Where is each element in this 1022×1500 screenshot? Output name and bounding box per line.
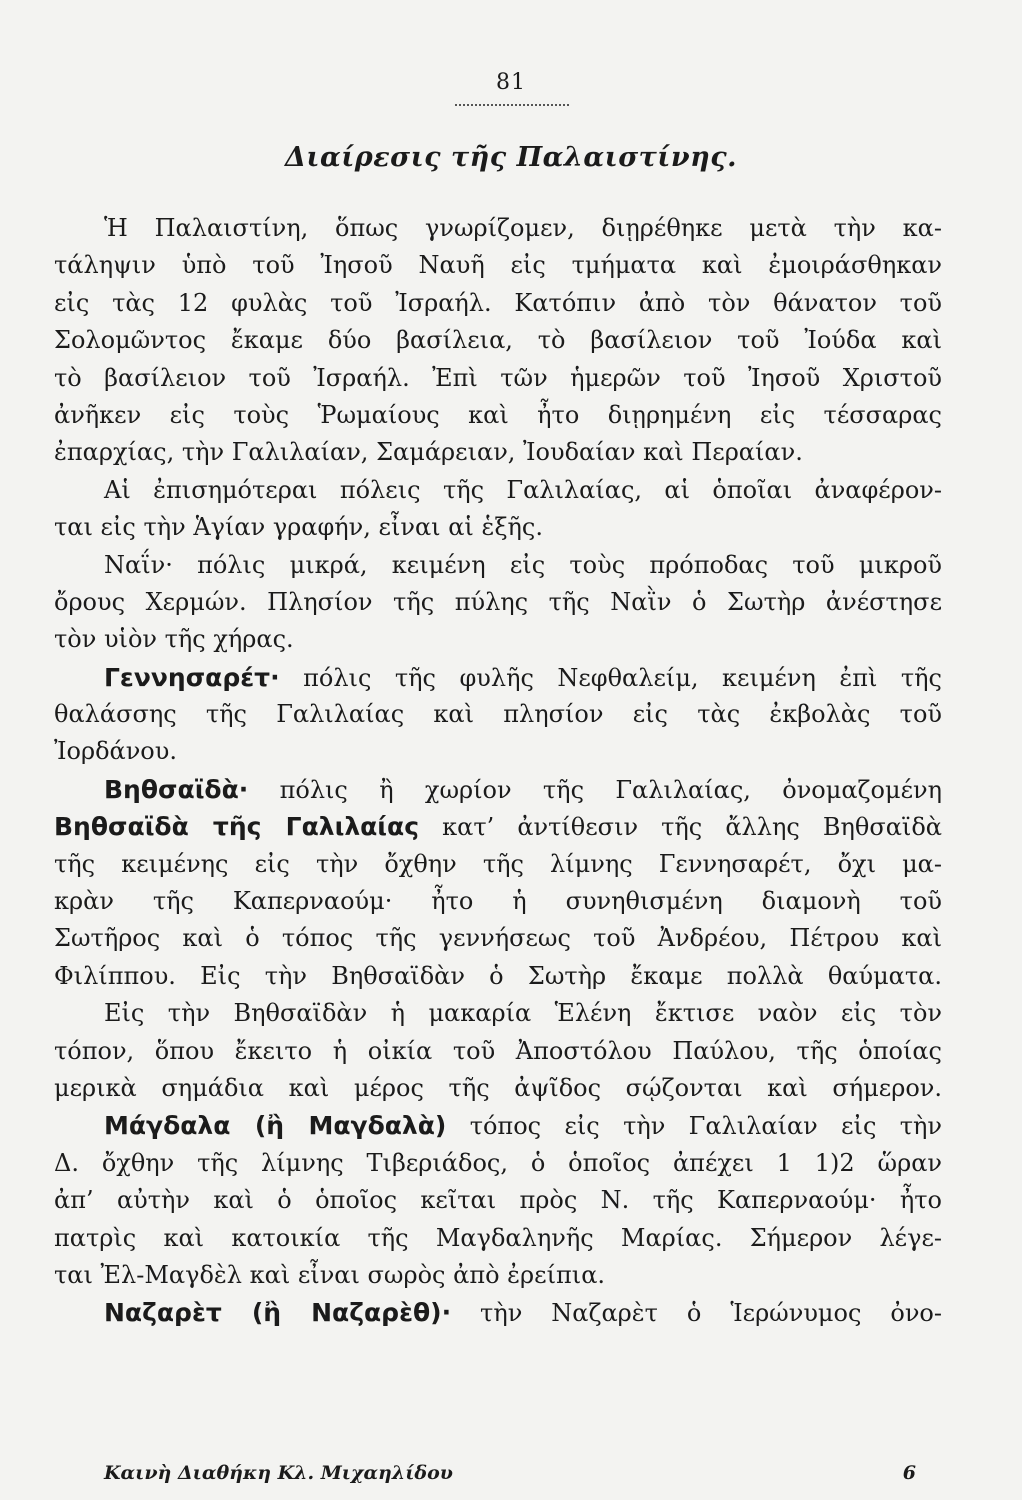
line-text: πόλις τῆς φυλῆς Νεφθαλείμ, κειμένη ἐπὶ τῆς <box>279 663 942 692</box>
text-line <box>54 285 942 322</box>
text-line <box>54 1070 942 1107</box>
text-line <box>54 1182 942 1219</box>
text-line <box>54 1107 942 1144</box>
text-line <box>54 584 942 621</box>
line-text: μερικὰ σημάδια καὶ μέρος τῆς ἀψῖδος σῴζονται καὶ σήμερον. <box>54 1073 942 1102</box>
text-line <box>54 733 942 770</box>
text-line <box>54 995 942 1032</box>
text-line <box>54 322 942 359</box>
line-text: ἀπ’ αὐτὴν καὶ ὁ ὁποῖος κεῖται πρὸς Ν. τῆς Καπερναούμ· ἦτο <box>54 1186 942 1215</box>
page-number: 81 <box>496 70 526 95</box>
line-text: τὸ βασίλειον τοῦ Ἰσραήλ. Ἐπὶ τῶν ἡμερῶν τοῦ Ἰησοῦ Χριστοῦ <box>54 363 942 392</box>
text-line <box>54 509 942 546</box>
text-line <box>54 472 942 509</box>
line-text: πατρὶς καὶ κατοικία τῆς Μαγδαληνῆς Μαρίας. Σήμερον λέγε- <box>54 1223 942 1252</box>
line-text: Ναΐν· πόλις μικρά, κειμένη εἰς τοὺς πρόποδας τοῦ μικροῦ <box>104 550 942 579</box>
place-name-term: Γεννησαρέτ· <box>104 662 280 692</box>
footer-signature: Καινὴ Διαθήκη Κλ. Μιχαηλίδου <box>104 1462 453 1484</box>
line-text: Σολομῶντος ἔκαμε δύο βασίλεια, τὸ βασίλειον τοῦ Ἰούδα καὶ <box>54 326 942 355</box>
text-line <box>54 808 942 845</box>
line-text: ἐπαρχίας, τὴν Γαλιλαίαν, Σαμάρειαν, Ἰουδαίαν καὶ Περαίαν. <box>54 438 803 467</box>
text-line <box>54 920 942 957</box>
line-text: τὴν Ναζαρὲτ ὁ Ἱερώνυμος ὀνο- <box>451 1299 942 1328</box>
line-text: κατ’ ἀντίθεσιν τῆς ἄλλης Βηθσαϊδὰ <box>419 813 942 842</box>
footer-sheet-number: 6 <box>902 1462 916 1484</box>
text-line <box>54 1145 942 1182</box>
text-line <box>54 958 942 995</box>
line-text: Σωτῆρος καὶ ὁ τόπος τῆς γεννήσεως τοῦ Ἀνδρέου, Πέτρου καὶ <box>54 924 942 953</box>
text-line <box>54 846 942 883</box>
body-text <box>54 210 942 1332</box>
text-line <box>54 696 942 733</box>
line-text: Ἡ Παλαιστίνη, ὅπως γνωρίζομεν, διῃρέθηκε μετὰ τὴν κα- <box>104 214 942 242</box>
text-line <box>54 883 942 920</box>
place-name-term: Ναζαρὲτ (ἢ Ναζαρὲθ)· <box>104 1298 452 1328</box>
line-text: τῆς κειμένης εἰς τὴν ὄχθην τῆς λίμνης Γεννησαρέτ, ὄχι μα- <box>54 849 942 878</box>
place-name-term: Μάγδαλα (ἢ Μαγδαλὰ) <box>104 1111 447 1141</box>
line-text: κρὰν τῆς Καπερναούμ· ἦτο ἡ συνηθισμένη διαμονὴ τοῦ <box>54 887 942 916</box>
text-line <box>54 547 942 584</box>
text-line <box>54 397 942 434</box>
text-line <box>54 1257 942 1294</box>
line-text: πόλις ἢ χωρίον τῆς Γαλιλαίας, ὀνομαζομένη <box>248 775 942 804</box>
text-line <box>54 621 942 658</box>
line-text: ἀνῆκεν εἰς τοὺς Ῥωμαίους καὶ ἦτο διῃρημένη εἰς τέσσαρας <box>54 400 942 429</box>
line-text: τὸν υἱὸν τῆς χήρας. <box>54 625 294 654</box>
text-line <box>54 659 942 696</box>
line-text: εἰς τὰς 12 φυλὰς τοῦ Ἰσραήλ. Κατόπιν ἀπὸ τὸν θάνατον τοῦ <box>54 288 942 317</box>
line-text: Αἱ ἐπισημότεραι πόλεις τῆς Γαλιλαίας, αἱ ὁποῖαι ἀναφέρον- <box>104 475 942 504</box>
place-name-term: Βηθσαϊδὰ τῆς Γαλιλαίας <box>54 812 420 842</box>
line-text: θαλάσσης τῆς Γαλιλαίας καὶ πλησίον εἰς τὰς ἐκβολὰς τοῦ <box>54 700 942 729</box>
text-line <box>54 210 942 247</box>
text-line <box>54 1033 942 1070</box>
footer <box>104 1462 916 1484</box>
line-text: ὄρους Χερμών. Πλησίον τῆς πύλης τῆς Ναῒν ὁ Σωτὴρ ἀνέστησε <box>54 587 942 616</box>
text-line <box>54 771 942 808</box>
section-heading: Διαίρεσις τῆς Παλαιστίνης. <box>284 142 738 173</box>
text-line <box>54 247 942 284</box>
line-text: Ἰορδάνου. <box>54 737 177 766</box>
text-line <box>54 1220 942 1257</box>
text-line <box>54 434 942 471</box>
line-text: τόπον, ὅπου ἔκειτο ἡ οἰκία τοῦ Ἀποστόλου Παύλου, τῆς ὁποίας <box>54 1036 942 1065</box>
line-text: Εἰς τὴν Βηθσαϊδὰν ἡ μακαρία Ἑλένη ἔκτισε ναὸν εἰς τὸν <box>104 999 942 1028</box>
line-text: ται Ἐλ-Μαγδὲλ καὶ εἶναι σωρὸς ἀπὸ ἐρείπια. <box>54 1260 606 1289</box>
line-text: τάληψιν ὑπὸ τοῦ Ἰησοῦ Ναυῆ εἰς τμήματα καὶ ἐμοιράσθηκαν <box>54 251 942 280</box>
text-line <box>54 360 942 397</box>
line-text: ται εἰς τὴν Ἁγίαν γραφήν, εἶναι αἱ ἑξῆς. <box>54 513 543 542</box>
place-name-term: Βηθσαϊδὰ· <box>104 774 249 804</box>
page-number-rule <box>455 104 569 106</box>
text-line <box>54 1294 942 1331</box>
line-text: Φιλίππου. Εἰς τὴν Βηθσαϊδὰν ὁ Σωτὴρ ἔκαμε πολλὰ θαύματα. <box>54 961 942 990</box>
line-text: τόπος εἰς τὴν Γαλιλαίαν εἰς τὴν <box>446 1112 942 1141</box>
line-text: Δ. ὄχθην τῆς λίμνης Τιβεριάδος, ὁ ὁποῖος ἀπέχει 1 1)2 ὥραν <box>54 1148 942 1177</box>
